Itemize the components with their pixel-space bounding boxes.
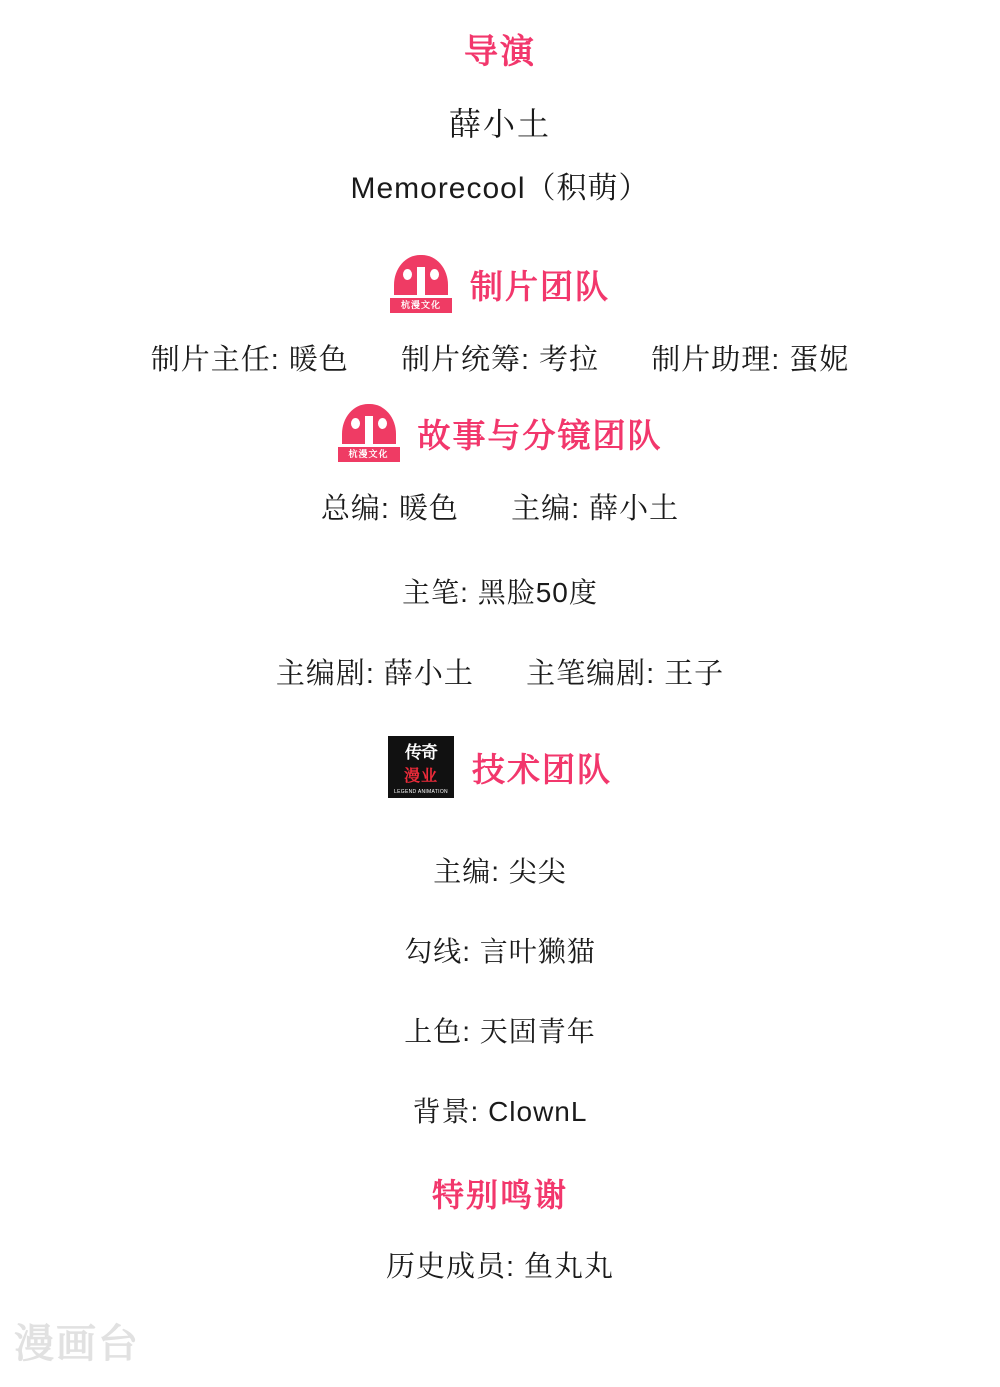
tech-credit-color: 上色: 天固青年 (404, 1016, 596, 1047)
credit-item: 主编: 薛小土 (511, 493, 680, 525)
story-credits-row-1 (0, 486, 1000, 527)
tech-credit-lineart: 勾线: 言叶獭猫 (404, 936, 596, 967)
credit-item: 主笔编剧: 王子 (526, 658, 725, 690)
logo-top-text: 传奇 (405, 743, 437, 762)
hangman-culture-logo-icon (390, 255, 452, 313)
story-lead-artist-credit: 主笔: 黑脸50度 (402, 577, 598, 608)
director-heading: 导演 (464, 33, 536, 71)
tech-credit-background: 背景: ClownL (412, 1096, 588, 1127)
credit-item: 总编: 暖色 (320, 493, 459, 525)
hangman-culture-logo-icon (338, 404, 400, 462)
story-credits-row-2 (0, 651, 1000, 692)
credit-item: 制片统筹: 考拉 (400, 344, 600, 376)
tech-team-header (0, 736, 1000, 804)
production-team-heading: 制片团队 (470, 267, 610, 305)
tech-credit-editor: 主编: 尖尖 (433, 856, 567, 887)
special-thanks-heading: 特别鸣谢 (431, 1177, 568, 1213)
story-team-header (0, 404, 1000, 462)
production-team-header (0, 255, 1000, 313)
special-thanks-credit: 历史成员: 鱼丸丸 (385, 1251, 615, 1283)
logo-caption: 杭漫文化 (338, 447, 400, 462)
watermark-label: 漫画台 (14, 1322, 140, 1366)
production-credits-row (0, 337, 1000, 378)
credit-item: 主编剧: 薛小土 (275, 658, 474, 690)
logo-bottom-text: LEGEND ANIMATION INDUSTRY (394, 789, 448, 804)
director-alias: Memorecool（积萌） (350, 172, 650, 205)
logo-mid-text: 漫业 (403, 768, 438, 785)
logo-caption: 杭漫文化 (390, 298, 452, 313)
director-name: 薛小土 (448, 106, 551, 142)
legend-animation-logo-icon (388, 736, 454, 804)
credit-item: 制片主任: 暖色 (150, 344, 349, 376)
tech-team-heading: 技术团队 (472, 750, 612, 788)
credit-item: 制片助理: 蛋妮 (651, 344, 850, 376)
story-team-heading: 故事与分镜团队 (417, 416, 663, 454)
